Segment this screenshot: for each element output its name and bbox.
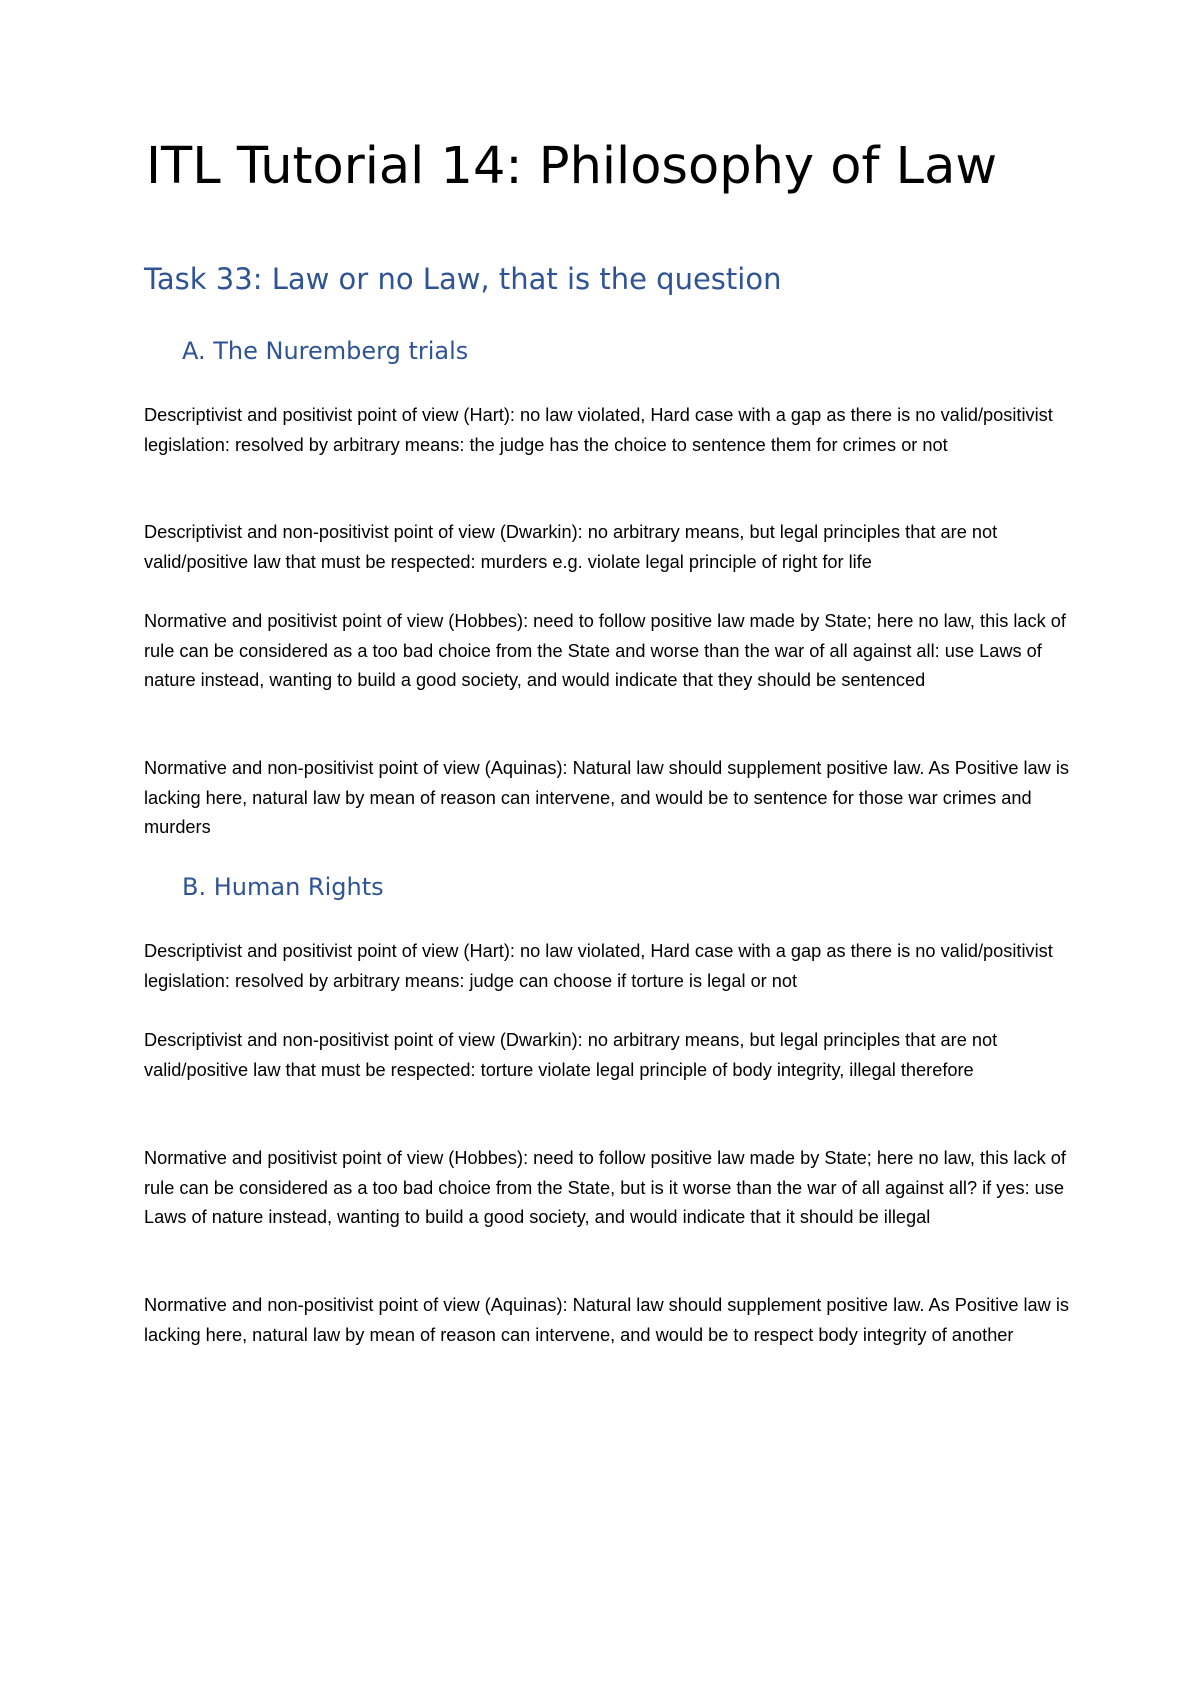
document-title: ITL Tutorial 14: Philosophy of Law bbox=[146, 137, 998, 196]
paragraph-human-rights-dwarkin: Descriptivist and non-positivist point of view (Dwarkin): no arbitrary means, but legal principles that are not valid/positive law that must be respected: torture violate legal principle of body integrity, illegal therefore bbox=[144, 1030, 998, 1080]
paragraph-human-rights-aquinas: Normative and non-positivist point of view (Aquinas): Natural law should supplement positive law. As Positive law is lacking here, natural law by mean of reason can intervene, and would be to respect body integrity of another bbox=[144, 1295, 1069, 1345]
task-heading: Task 33: Law or no Law, that is the question bbox=[144, 262, 782, 296]
paragraph-nuremberg-dwarkin: Descriptivist and non-positivist point of view (Dwarkin): no arbitrary means, but legal principles that are not valid/positive law that must be respected: murders e.g. violate legal principle of right for life bbox=[144, 522, 998, 572]
section-heading-human-rights: B. Human Rights bbox=[182, 873, 384, 901]
paragraph-human-rights-hart: Descriptivist and positivist point of view (Hart): no law violated, Hard case with a gap as there is no valid/positivist legislation: resolved by arbitrary means: judge can choose if torture is legal or not bbox=[144, 941, 1053, 991]
paragraph-human-rights-hobbes: Normative and positivist point of view (Hobbes): need to follow positive law made by State; here no law, this lack of rule can be considered as a too bad choice from the State, but is it worse than the war of all against all? if yes: use Laws of nature instead, wanting to build a good society, and would indicate that it should be illegal bbox=[144, 1148, 1066, 1227]
paragraph-nuremberg-aquinas: Normative and non-positivist point of view (Aquinas): Natural law should supplement positive law. As Positive law is lacking here, natural law by mean of reason can intervene, and would be to sentence for those war crimes and murders bbox=[144, 758, 1069, 837]
paragraph-nuremberg-hart: Descriptivist and positivist point of view (Hart): no law violated, Hard case with a gap as there is no valid/positivist legislation: resolved by arbitrary means: the judge has the choice to sentence them for crimes or not bbox=[144, 405, 1053, 455]
paragraph-nuremberg-hobbes: Normative and positivist point of view (Hobbes): need to follow positive law made by State; here no law, this lack of rule can be considered as a too bad choice from the State and worse than the war of all against all: use Laws of nature instead, wanting to build a good society, and would indicate that they should be sentenced bbox=[144, 611, 1066, 690]
section-heading-nuremberg: A. The Nuremberg trials bbox=[182, 337, 469, 365]
